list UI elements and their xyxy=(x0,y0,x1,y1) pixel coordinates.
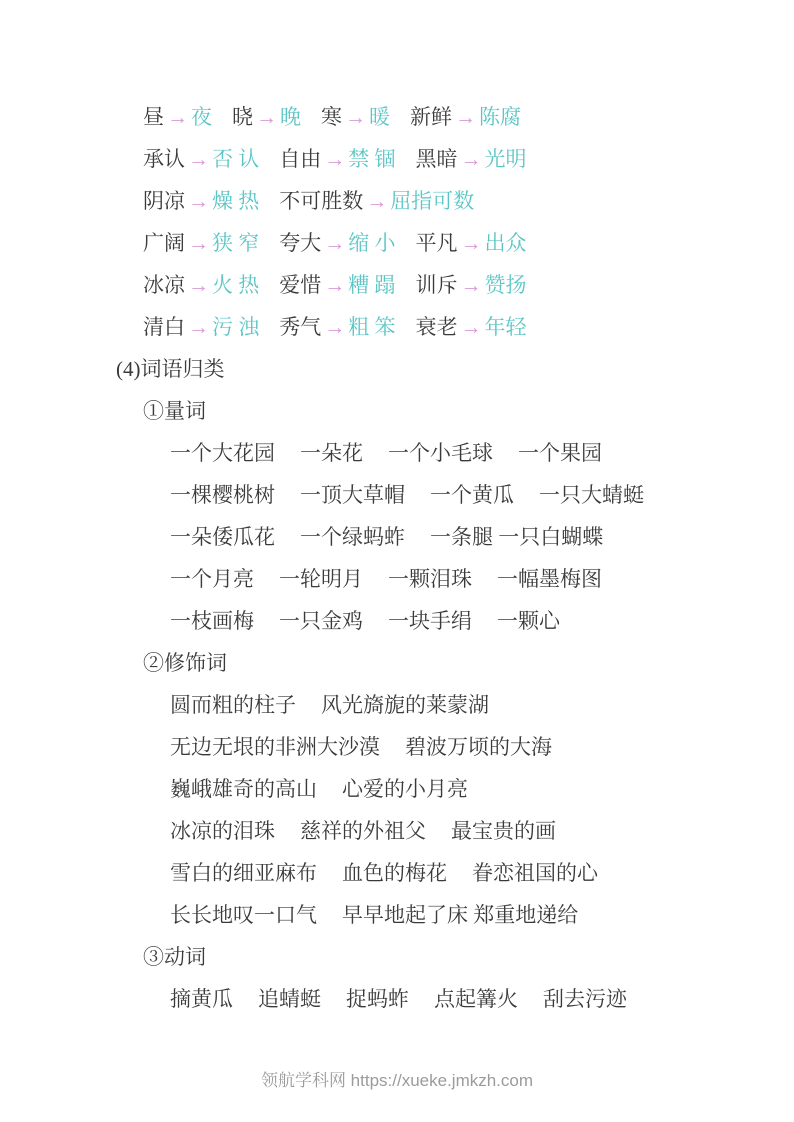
watermark-footer: 领航学科网 https://xueke.jmkzh.com xyxy=(260,1071,534,1090)
word-item: 一枝画梅 xyxy=(170,609,254,633)
word-list-line xyxy=(170,474,794,516)
antonym-pair xyxy=(143,180,259,222)
arrow-icon: → xyxy=(324,231,346,255)
antonym-word: 不可胜数 xyxy=(279,189,364,213)
arrow-icon: → xyxy=(167,105,188,129)
word-item: 捉蚂蚱 xyxy=(346,987,409,1011)
word-list-line xyxy=(170,600,794,642)
arrow-icon: → xyxy=(188,231,209,255)
word-item: 一个月亮 xyxy=(170,567,254,591)
antonym-word: 清白 xyxy=(143,315,185,339)
word-item: 一只大蜻蜓 xyxy=(539,483,644,507)
word-item: 一轮明月 xyxy=(279,567,363,591)
word-item: 慈祥的外祖父 xyxy=(300,819,426,843)
antonym-answer: 晚 xyxy=(280,105,301,129)
antonym-pair xyxy=(416,306,527,348)
word-list-line xyxy=(170,726,794,768)
word-item: 一朵倭瓜花 xyxy=(170,525,275,549)
antonym-answer: 赞扬 xyxy=(484,273,527,297)
antonym-pair xyxy=(321,96,390,138)
arrow-icon: → xyxy=(460,147,482,171)
arrow-icon: → xyxy=(460,315,482,339)
word-item: 无边无垠的非洲大沙漠 xyxy=(170,735,380,759)
antonym-answer: 光明 xyxy=(484,147,527,171)
section-title: (4)词语归类 xyxy=(116,357,225,381)
word-item: 巍峨雄奇的高山 xyxy=(170,777,317,801)
antonym-pair xyxy=(416,264,527,306)
antonym-row xyxy=(143,96,794,138)
antonym-word: 昼 xyxy=(143,105,164,129)
word-item: 心爱的小月亮 xyxy=(342,777,468,801)
antonym-word: 承认 xyxy=(143,147,185,171)
word-item: 一个黄瓜 xyxy=(430,483,514,507)
antonym-row xyxy=(143,180,794,222)
word-list-line xyxy=(170,432,794,474)
antonym-answer: 火 热 xyxy=(212,273,260,297)
antonym-pair xyxy=(143,306,259,348)
arrow-icon: → xyxy=(188,315,209,339)
antonym-row xyxy=(143,306,794,348)
antonym-answer: 粗 笨 xyxy=(348,315,396,339)
arrow-icon: → xyxy=(324,315,346,339)
antonym-answer: 否 认 xyxy=(212,147,260,171)
word-item: 摘黄瓜 xyxy=(170,987,233,1011)
antonym-answer: 污 浊 xyxy=(212,315,260,339)
word-item: 血色的梅花 xyxy=(342,861,447,885)
word-list-line xyxy=(170,558,794,600)
word-item: 圆而粗的柱子 xyxy=(170,693,296,717)
word-list-line xyxy=(170,852,794,894)
antonym-word: 晓 xyxy=(232,105,253,129)
word-item: 最宝贵的画 xyxy=(451,819,556,843)
word-item: 眷恋祖国的心 xyxy=(472,861,598,885)
antonym-answer: 夜 xyxy=(191,105,212,129)
antonym-answer: 缩 小 xyxy=(348,231,396,255)
word-item: 碧波万顷的大海 xyxy=(405,735,552,759)
antonym-pair xyxy=(416,222,527,264)
arrow-icon: → xyxy=(455,105,476,129)
antonym-answer: 糟 蹋 xyxy=(348,273,396,297)
antonym-word: 平凡 xyxy=(415,231,458,255)
antonym-pair xyxy=(232,96,301,138)
antonym-answer: 燥 热 xyxy=(212,189,260,213)
word-item: 一条腿 一只白蝴蝶 xyxy=(430,525,604,549)
word-item: 一棵樱桃树 xyxy=(170,483,275,507)
subsection-label-measure-words: ①量词 xyxy=(143,399,206,423)
word-item: 一个小毛球 xyxy=(388,441,493,465)
arrow-icon: → xyxy=(324,147,346,171)
antonym-pair xyxy=(143,264,259,306)
word-item: 刮去污迹 xyxy=(543,987,627,1011)
antonym-pair xyxy=(416,138,527,180)
antonym-pair xyxy=(410,96,521,138)
antonym-answer: 年轻 xyxy=(484,315,527,339)
arrow-icon: → xyxy=(324,273,346,297)
word-item: 早早地起了床 郑重地递给 xyxy=(342,903,579,927)
antonym-answer: 陈腐 xyxy=(479,105,521,129)
antonym-word: 夸大 xyxy=(279,231,322,255)
antonym-row xyxy=(143,138,794,180)
word-item: 追蜻蜓 xyxy=(258,987,321,1011)
antonym-pair xyxy=(279,138,395,180)
word-list-line xyxy=(170,978,794,1020)
arrow-icon: → xyxy=(256,105,277,129)
word-item: 一朵花 xyxy=(300,441,363,465)
antonym-word: 新鲜 xyxy=(410,105,452,129)
word-item: 一只金鸡 xyxy=(279,609,363,633)
antonym-pair xyxy=(143,138,259,180)
word-item: 一颗心 xyxy=(497,609,560,633)
antonym-word: 衰老 xyxy=(415,315,458,339)
antonym-answer: 暖 xyxy=(369,105,390,129)
word-item: 一块手绢 xyxy=(388,609,472,633)
subsection-label-verbs: ③动词 xyxy=(143,945,206,969)
antonym-word: 自由 xyxy=(279,147,322,171)
antonym-answer: 狭 窄 xyxy=(212,231,260,255)
arrow-icon: → xyxy=(460,231,482,255)
word-item: 一顶大草帽 xyxy=(300,483,405,507)
word-item: 一个果园 xyxy=(518,441,602,465)
arrow-icon: → xyxy=(188,189,209,213)
arrow-icon: → xyxy=(188,147,209,171)
antonym-pair xyxy=(279,264,395,306)
antonym-word: 阴凉 xyxy=(143,189,185,213)
word-list-line xyxy=(170,768,794,810)
word-list-line xyxy=(170,894,794,936)
antonym-pair xyxy=(143,96,212,138)
word-list-line xyxy=(170,810,794,852)
antonym-answer: 出众 xyxy=(484,231,527,255)
word-item: 一个绿蚂蚱 xyxy=(300,525,405,549)
antonym-row xyxy=(143,222,794,264)
word-item: 雪白的细亚麻布 xyxy=(170,861,317,885)
arrow-icon: → xyxy=(366,189,388,213)
antonym-pair xyxy=(279,306,395,348)
antonym-answer: 屈指可数 xyxy=(390,189,475,213)
word-item: 一颗泪珠 xyxy=(388,567,472,591)
arrow-icon: → xyxy=(188,273,209,297)
word-item: 冰凉的泪珠 xyxy=(170,819,275,843)
antonym-word: 寒 xyxy=(321,105,342,129)
antonym-word: 冰凉 xyxy=(143,273,185,297)
antonym-pair xyxy=(279,222,395,264)
word-item: 一个大花园 xyxy=(170,441,275,465)
word-list-line xyxy=(170,516,794,558)
antonym-pair xyxy=(279,180,474,222)
word-item: 一幅墨梅图 xyxy=(497,567,602,591)
antonym-word: 广阔 xyxy=(143,231,185,255)
word-item: 风光旖旎的莱蒙湖 xyxy=(321,693,489,717)
arrow-icon: → xyxy=(345,105,366,129)
subsection-label-modifiers: ②修饰词 xyxy=(143,651,227,675)
antonym-word: 黑暗 xyxy=(415,147,458,171)
arrow-icon: → xyxy=(460,273,482,297)
antonym-word: 训斥 xyxy=(415,273,458,297)
antonym-row xyxy=(143,264,794,306)
word-item: 长长地叹一口气 xyxy=(170,903,317,927)
word-item: 点起篝火 xyxy=(434,987,518,1011)
word-list-line xyxy=(170,684,794,726)
antonym-word: 爱惜 xyxy=(279,273,322,297)
antonym-pair xyxy=(143,222,259,264)
antonym-answer: 禁 锢 xyxy=(348,147,396,171)
antonym-word: 秀气 xyxy=(279,315,322,339)
